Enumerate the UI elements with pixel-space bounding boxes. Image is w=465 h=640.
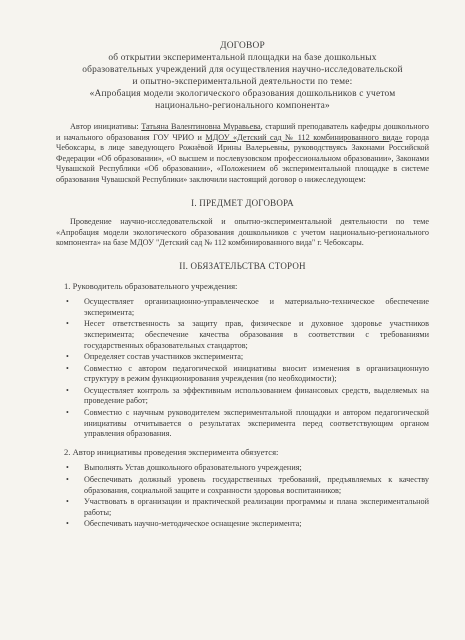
heading-line-5: «Апробация модели экологического образования дошкольников с учетом: [89, 89, 396, 99]
section-1-text: Проведение научно-исследовательской и опытно-экспериментальной деятельности по теме «Апробация модели экологического образования дошкольников с учетом национально-регионального компонента» на базе МДОУ "Детский сад № 112 комбинированного вида" г. Чебоксары.: [56, 217, 429, 248]
heading-line-3: образовательных учреждений для осуществления научно-исследовательской: [82, 65, 403, 75]
intro-rest-1: , старший преподаватель кафедры дошкольного и начального образования ГОУ ЧРИО и: [56, 122, 429, 142]
heading-line-2: об открытии экспериментальной площадки на базе дошкольных: [108, 53, 377, 63]
subsection-2-list: [56, 463, 429, 530]
document-title: ДОГОВОР: [220, 41, 265, 51]
intro-paragraph: [56, 122, 429, 186]
list-item: • Обеспечивать должный уровень государственных требований, предъявляемых к качеству образования, социальной защите и сохранности здоровья воспитанников;: [74, 475, 429, 496]
list-item: • Осуществляет контроль за эффективным использованием финансовых средств, выделяемых на проведение работ;: [74, 386, 429, 407]
intro-prefix: Автор инициативы:: [70, 122, 142, 131]
intro-author: Татьяна Валентиновна Муравьева: [141, 122, 261, 131]
list-item: • Осуществляет организационно-управленческое и материально-техническое обеспечение эксперимента;: [74, 297, 429, 318]
subsection-1-list: [56, 297, 429, 440]
list-item: • Совместно с автором педагогической инициативы вносит изменения в организационную структуру в режим функционирования учреждения (по необходимости);: [74, 364, 429, 385]
list-item: • Определяет состав участников эксперимента;: [74, 352, 429, 363]
section-1-title: I. ПРЕДМЕТ ДОГОВОРА: [191, 197, 294, 208]
heading-line-6: национально-регионального компонента»: [155, 101, 330, 111]
intro-rest-2: города Чебоксары, в лице заведующего Рожнёвой Ирины Валерьевны, руководствуясь Законами Российской Федерации «Об образовании», «О высшем и послевузовском профессиональном образовании», Законами Чувашской Республики «Об образовании», «Положением об экспериментальной площадке в системе образования Чувашской Республики» заключили настоящий договор о нижеследующем:: [56, 132, 430, 184]
list-item: • Несет ответственность за защиту прав, физическое и духовное здоровье участников эксперимента; обеспечение качества образования в соответствии с требованиями государственных образовательных стандартов;: [74, 319, 429, 351]
subsection-2-title: 2. Автор инициативы проведения эксперимента обязуется:: [64, 446, 279, 457]
list-item: • Обеспечивать научно-методическое оснащение эксперимента;: [74, 519, 429, 530]
section-2-title: II. ОБЯЗАТЕЛЬСТВА СТОРОН: [179, 260, 306, 271]
heading-line-4: и опытно-экспериментальной деятельности по теме:: [132, 77, 353, 87]
list-item: • Участвовать в организации и практической реализации программы и плана экспериментальной работы;: [74, 497, 429, 518]
list-item: • Выполнять Устав дошкольного образовательного учреждения;: [74, 463, 429, 474]
subsection-1-title: 1. Руководитель образовательного учреждения:: [64, 280, 238, 291]
list-item: • Совместно с научным руководителем экспериментальной площадки и автором педагогической инициативы отчитывается о результатах эксперимента перед соответствующим органом управления образования.: [74, 408, 429, 440]
document-heading: [56, 40, 429, 112]
intro-school: МДОУ «Детский сад № 112 комбинированного вида»: [205, 132, 403, 142]
